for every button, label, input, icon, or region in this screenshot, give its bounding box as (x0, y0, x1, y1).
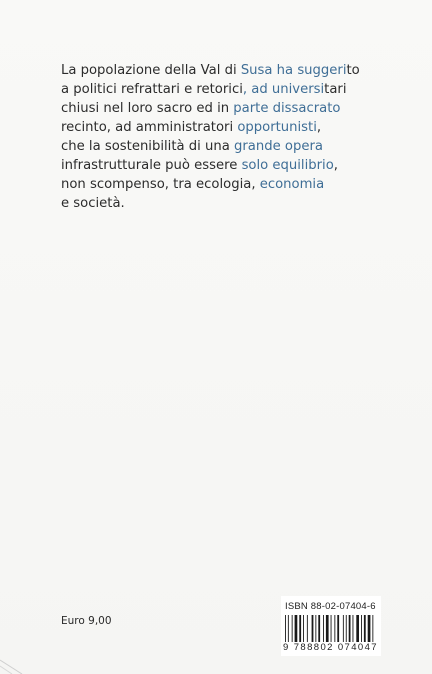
barcode-bar (315, 615, 316, 642)
blurb-line: recinto, ad amministratori opportunisti, (61, 120, 322, 135)
barcode-bar (356, 615, 359, 642)
barcode-bar (361, 615, 362, 642)
barcode-bar (292, 615, 293, 642)
barcode-bar (368, 615, 371, 642)
barcode-bar (318, 615, 320, 642)
barcode-bar (303, 615, 304, 642)
barcode-bar (299, 615, 301, 642)
blurb-line: non scompenso, tra ecologia, economia (61, 177, 325, 192)
barcode-bar (349, 615, 351, 642)
barcode-bar (364, 615, 366, 642)
isbn-number: ISBN 88-02-07404-6 (285, 601, 376, 612)
barcode-bar (337, 615, 339, 642)
blurb-line: chiusi nel loro sacro ed in parte dissacrato (61, 101, 341, 116)
barcode-bar (372, 615, 373, 642)
blurb-line: e società. (61, 196, 125, 211)
barcode-bar (346, 615, 347, 642)
blurb-text (61, 61, 391, 213)
barcode-bar (307, 615, 308, 642)
barcode-bars (285, 615, 377, 642)
barcode-bar (343, 615, 344, 642)
blurb-line: La popolazione della Val di Susa ha suggerito (61, 63, 360, 78)
barcode-bar (323, 615, 324, 642)
barcode-bar (331, 615, 332, 642)
barcode-bar (288, 615, 289, 642)
page-corner-mark (0, 642, 36, 674)
ean-number: 9 788802 074047 (283, 642, 378, 653)
blurb-line: che la sostenibilità di una grande opera (61, 139, 323, 154)
blurb-line: infrastrutturale può essere solo equilibrio, (61, 158, 338, 173)
barcode-bar (285, 615, 286, 642)
barcode-bar (295, 615, 298, 642)
blurb-line: a politici refrattari e retorici, ad universitari (61, 82, 347, 97)
price-label: Euro 9,00 (61, 615, 112, 627)
barcode-bar (326, 615, 329, 642)
barcode-bar (334, 615, 335, 642)
barcode-bar (353, 615, 354, 642)
barcode-bar (312, 615, 314, 642)
